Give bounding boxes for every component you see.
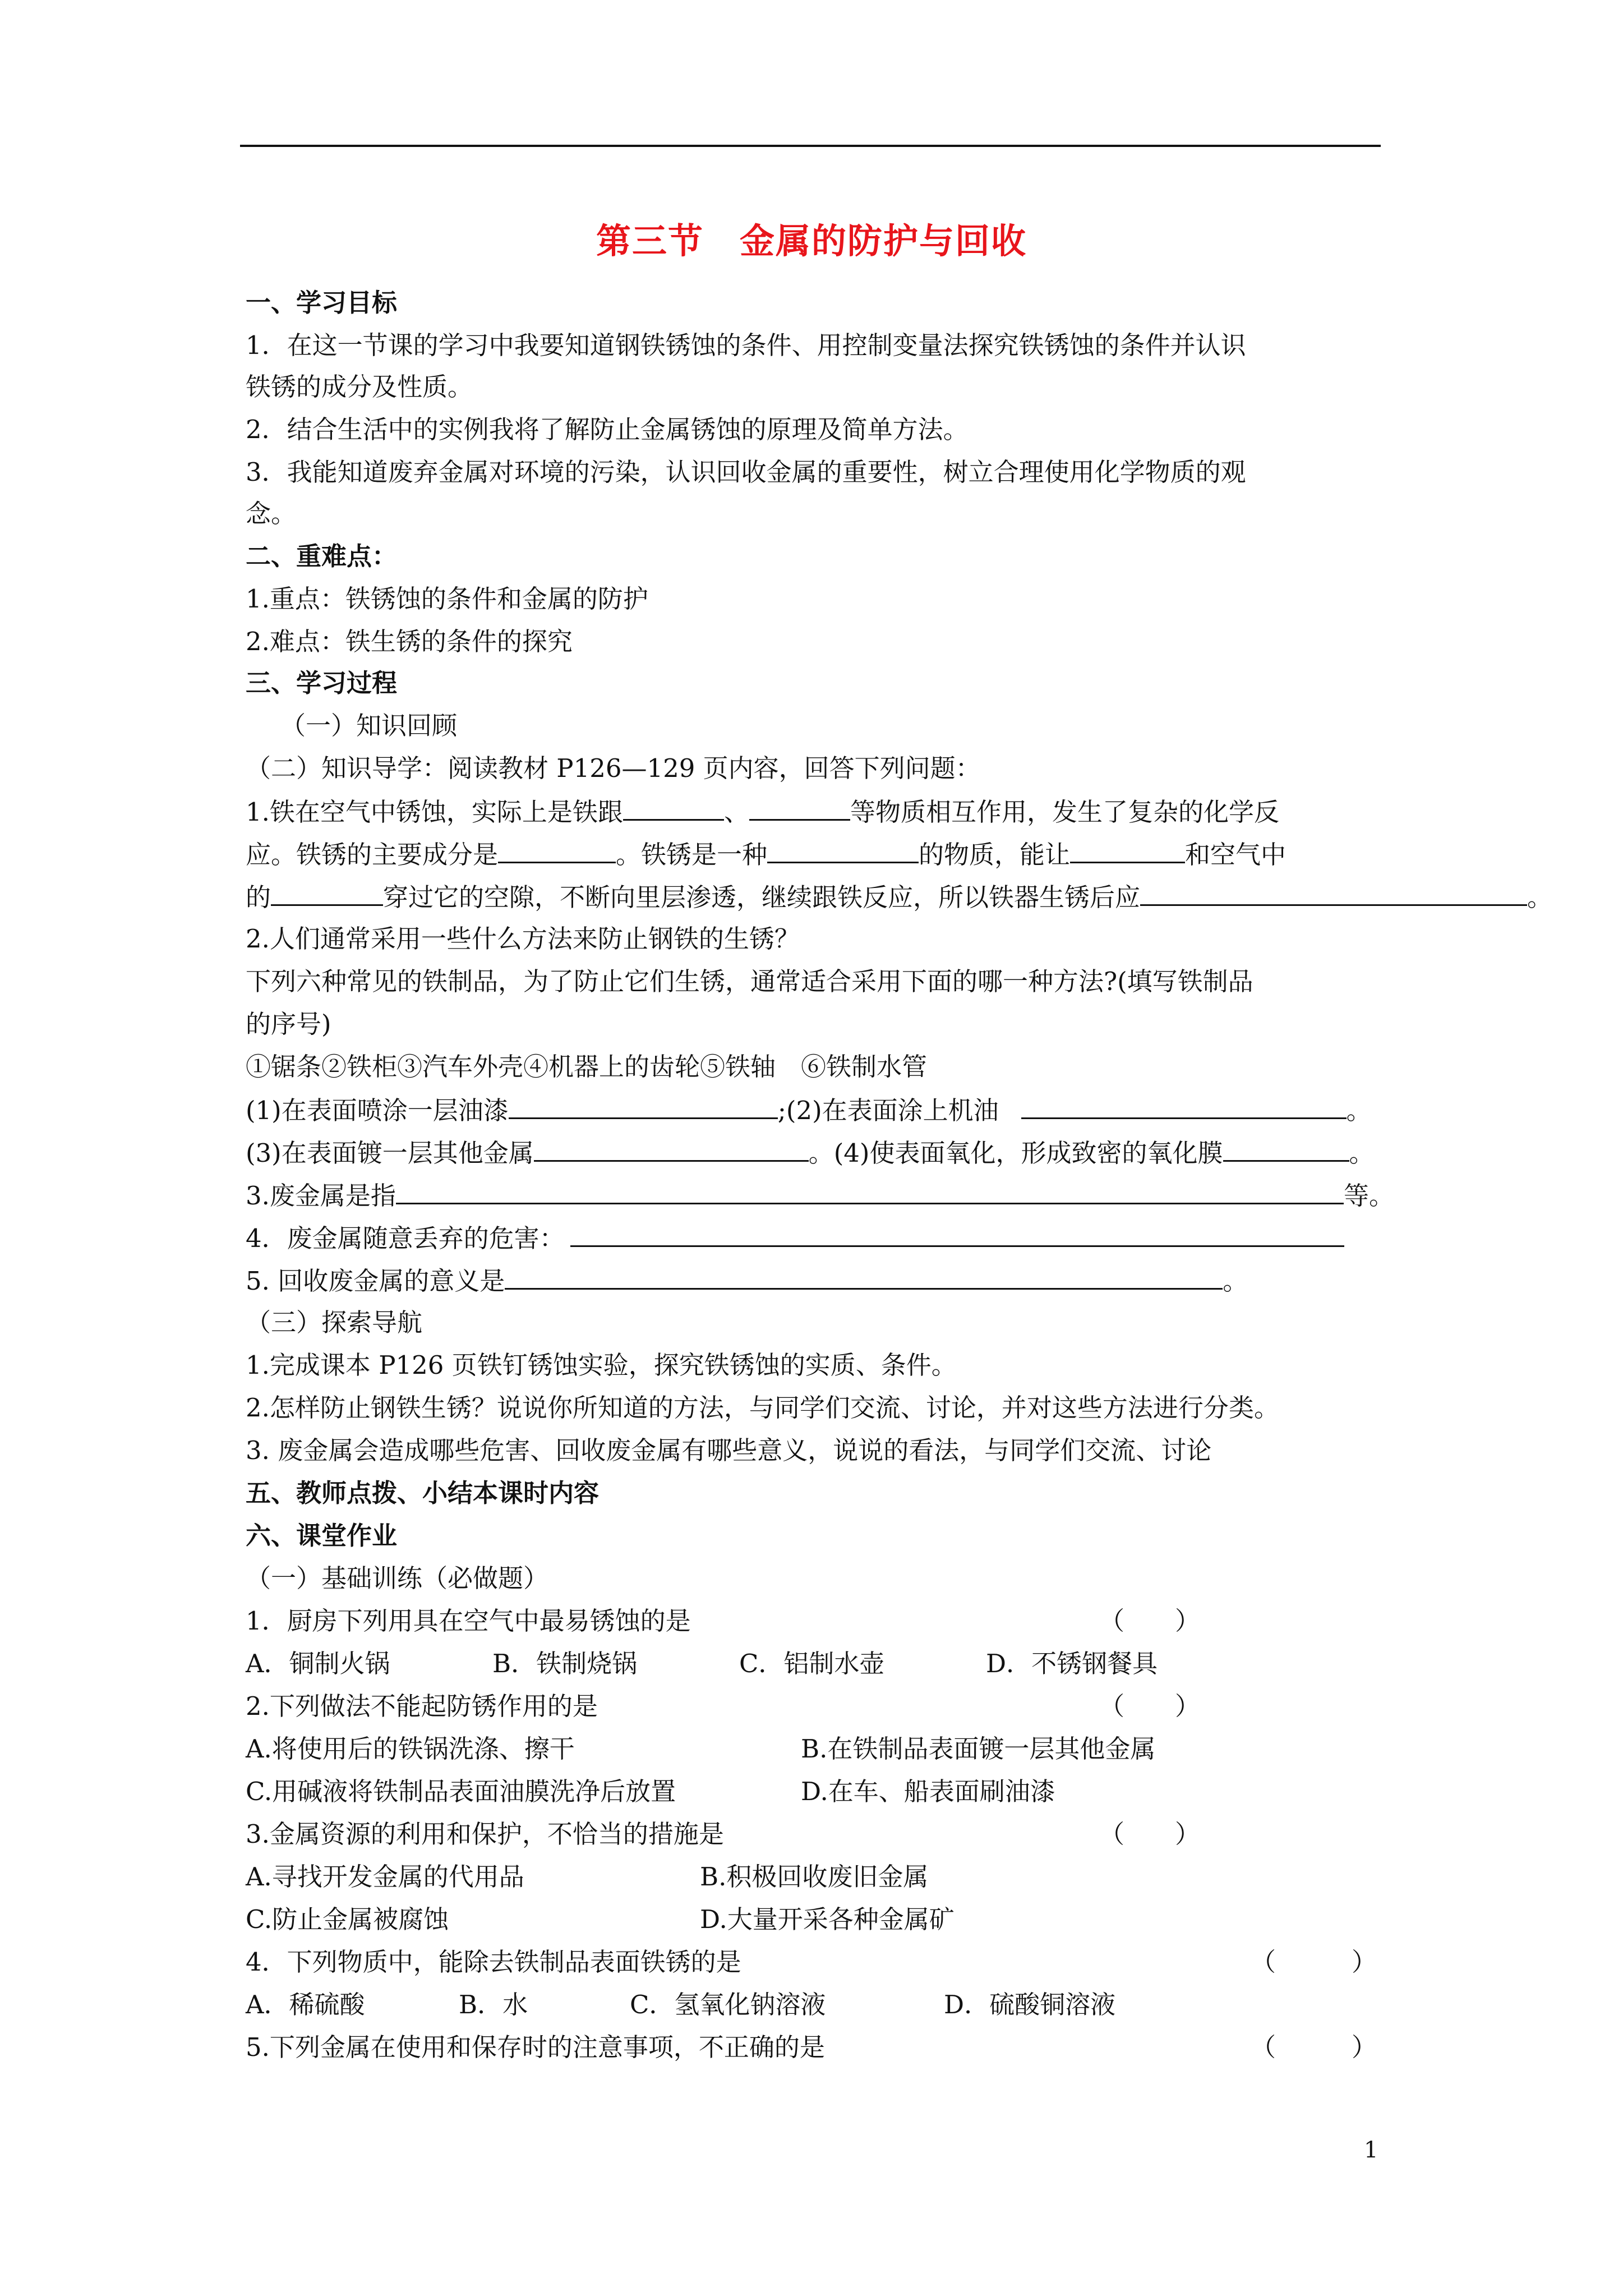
answer-blank[interactable] (1021, 1093, 1347, 1119)
answer-blank[interactable] (1223, 1135, 1349, 1162)
problem-3: 3.金属资源的利用和保护，不恰当的措施是 (246, 1819, 724, 1849)
answer-parens[interactable]: （ ） (1251, 2032, 1377, 2062)
answer-blank[interactable] (498, 837, 616, 863)
page-number: 1 (1364, 2137, 1378, 2163)
question-1-line-a: 1.铁在空气中锈蚀，实际上是铁跟 、 等物质相互作用，发生了复杂的化学反 (246, 794, 1279, 829)
answer-parens[interactable]: （ ） (1099, 1691, 1201, 1721)
answer-blank[interactable] (271, 880, 383, 906)
section-heading-homework: 六、课堂作业 (246, 1521, 398, 1550)
answer-parens[interactable]: （ ） (1251, 1947, 1377, 1977)
answer-blank[interactable] (749, 794, 850, 821)
problem-4: 4．下列物质中，能除去铁制品表面铁锈的是 (246, 1947, 741, 1977)
problem-2: 2.下列做法不能起防锈作用的是 (246, 1691, 598, 1721)
problem-1: 1．厨房下列用具在空气中最易锈蚀的是 (246, 1606, 691, 1636)
question-2-b: 下列六种常见的铁制品，为了防止它们生锈，通常适合采用下面的哪一种方法?(填写铁制品 (246, 967, 1253, 996)
answer-blank[interactable] (570, 1221, 1344, 1247)
answer-blank[interactable] (1070, 837, 1185, 863)
keypoint-2: 2.难点：铁生锈的条件的探究 (246, 627, 573, 656)
answer-parens[interactable]: （ ） (1099, 1606, 1201, 1636)
goal-3b: 念。 (246, 499, 297, 528)
question-5: 5. 回收废金属的意义是 。 (246, 1263, 1248, 1298)
question-4: 4．废金属随意丢弃的危害： (246, 1221, 1344, 1255)
answer-parens[interactable]: （ ） (1099, 1819, 1201, 1849)
problem-2-options-ab: A.将使用后的铁锅洗涤、擦干 B.在铁制品表面镀一层其他金属 (246, 1734, 1156, 1764)
method-line-2: (3)在表面镀一层其他金属 。(4)使表面氧化，形成致密的氧化膜 。 (246, 1135, 1375, 1170)
answer-blank[interactable] (534, 1135, 809, 1162)
explore-3: 3. 废金属会造成哪些危害、回收废金属有哪些意义，说说的看法，与同学们交流、讨论 (246, 1435, 1212, 1465)
question-3: 3.废金属是指 等。 (246, 1178, 1394, 1213)
explore-heading: （三）探索导航 (246, 1308, 423, 1337)
method-line-1: (1)在表面喷涂一层油漆 ;(2)在表面涂上机油 。 (246, 1093, 1372, 1128)
problem-3-options-cd: C.防止金属被腐蚀 D.大量开采各种金属矿 (246, 1904, 955, 1934)
answer-blank[interactable] (623, 794, 724, 821)
section-heading-process: 三、学习过程 (246, 668, 398, 698)
problem-2-options-cd: C.用碱液将铁制品表面油膜洗净后放置 D.在车、船表面刷油漆 (246, 1777, 1055, 1806)
basic-training-heading: （一）基础训练（必做题） (246, 1563, 549, 1593)
section-heading-goals: 一、学习目标 (246, 288, 398, 318)
question-1-line-b: 应。铁锈的主要成分是 。铁锈是一种 的物质，能让 和空气中 (246, 837, 1286, 872)
answer-blank[interactable] (1140, 880, 1527, 906)
question-2-c: 的序号) (246, 1009, 331, 1039)
goal-1b: 铁锈的成分及性质。 (246, 372, 473, 402)
answer-blank[interactable] (509, 1093, 778, 1119)
answer-blank[interactable] (767, 837, 919, 863)
knowledge-guide: （二）知识导学：阅读教材 P126—129 页内容，回答下列问题： (246, 753, 981, 783)
answer-blank[interactable] (505, 1263, 1223, 1290)
problem-5: 5.下列金属在使用和保存时的注意事项，不正确的是 (246, 2032, 825, 2062)
problem-3-options-ab: A.寻找开发金属的代用品 B.积极回收废旧金属 (246, 1862, 929, 1892)
section-heading-keypoints: 二、重难点： (246, 541, 398, 571)
goal-1a: 1．在这一节课的学习中我要知道钢铁锈蚀的条件、用控制变量法探究铁锈蚀的条件并认识 (246, 330, 1246, 360)
explore-2: 2.怎样防止钢铁生锈？说说你所知道的方法，与同学们交流、讨论，并对这些方法进行分类。 (246, 1393, 1279, 1423)
explore-1: 1.完成课本 P126 页铁钉锈蚀实验，探究铁锈蚀的实质、条件。 (246, 1350, 957, 1380)
keypoint-1: 1.重点：铁锈蚀的条件和金属的防护 (246, 584, 648, 614)
iron-items-list: ①锯条②铁柜③汽车外壳④机器上的齿轮⑤铁轴 ⑥铁制水管 (246, 1052, 928, 1082)
page-title: 第三节 金属的防护与回收 (596, 220, 1027, 261)
header-rule (240, 145, 1381, 147)
problem-4-options: A．稀硫酸 B．水 C．氢氧化钠溶液 D．硫酸铜溶液 (246, 1990, 1116, 2019)
section-heading-summary: 五、教师点拨、小结本课时内容 (246, 1478, 600, 1508)
problem-1-options: A．铜制火锅 B．铁制烧锅 C．铝制水壶 D．不锈钢餐具 (246, 1649, 1158, 1678)
question-1-line-c: 的 穿过它的空隙，不断向里层渗透，继续跟铁反应，所以铁器生锈后应 。 (246, 880, 1552, 914)
knowledge-review: （一）知识回顾 (280, 711, 458, 740)
answer-blank[interactable] (396, 1178, 1344, 1204)
goal-2: 2．结合生活中的实例我将了解防止金属锈蚀的原理及简单方法。 (246, 415, 969, 444)
goal-3a: 3．我能知道废弃金属对环境的污染，认识回收金属的重要性，树立合理使用化学物质的观 (246, 457, 1246, 487)
question-2: 2.人们通常采用一些什么方法来防止钢铁的生锈？ (246, 924, 800, 954)
